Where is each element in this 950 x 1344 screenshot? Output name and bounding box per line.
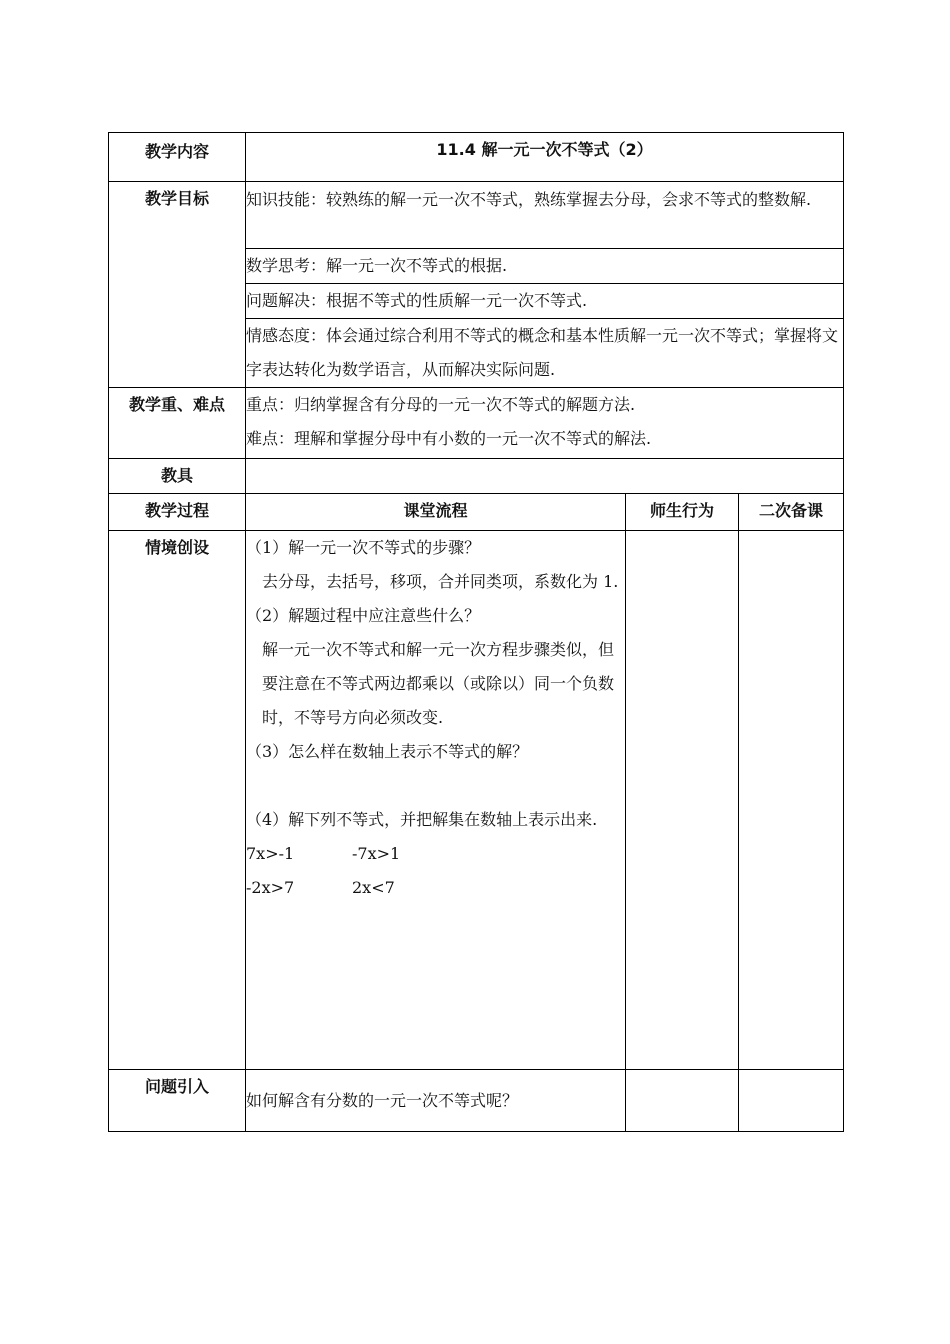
intro-second-prep-cell bbox=[739, 1070, 844, 1132]
objective-problem-solving: 问题解决：根据不等式的性质解一元一次不等式. bbox=[246, 284, 844, 319]
objective-thinking: 数学思考：解一元一次不等式的根据. bbox=[246, 249, 844, 284]
intro-teacher-student-cell bbox=[626, 1070, 739, 1132]
inequality-1: 7x>-1 bbox=[246, 844, 295, 863]
scenario-label: 情境创设 bbox=[109, 531, 246, 1070]
process-header-col3: 师生行为 bbox=[626, 494, 739, 531]
inequality-4: 2x<7 bbox=[352, 878, 395, 897]
tools-label: 教具 bbox=[109, 459, 246, 494]
content-label: 教学内容 bbox=[109, 133, 246, 182]
key-points-row bbox=[109, 388, 844, 459]
scenario-q1: （1）解一元一次不等式的步骤？ bbox=[246, 538, 481, 557]
tools-value bbox=[246, 459, 844, 494]
objectives-label: 教学目标 bbox=[109, 182, 246, 388]
process-header-col4: 二次备课 bbox=[739, 494, 844, 531]
intro-row bbox=[109, 1070, 844, 1132]
intro-label: 问题引入 bbox=[109, 1070, 246, 1132]
scenario-q2: （2）解题过程中应注意些什么？ bbox=[246, 606, 481, 625]
scenario-flow bbox=[246, 531, 626, 1070]
scenario-teacher-student-cell bbox=[626, 531, 739, 1070]
lesson-plan-table bbox=[108, 132, 844, 1132]
scenario-q4: （4）解下列不等式，并把解集在数轴上表示出来. bbox=[246, 810, 598, 829]
objective-knowledge-row bbox=[109, 182, 844, 249]
inequality-2: -7x>1 bbox=[352, 844, 401, 863]
key-point-difficulty: 难点：理解和掌握分母中有小数的一元一次不等式的解法. bbox=[246, 429, 652, 448]
inequality-3: -2x>7 bbox=[246, 878, 295, 897]
scenario-a1: 去分母，去括号，移项，合并同类项，系数化为 1. bbox=[262, 572, 619, 591]
scenario-row bbox=[109, 531, 844, 1070]
scenario-spacer bbox=[246, 769, 625, 803]
process-header-col1: 教学过程 bbox=[109, 494, 246, 531]
scenario-ineq-row-1 bbox=[246, 837, 625, 871]
process-header-col2: 课堂流程 bbox=[246, 494, 626, 531]
scenario-ineq-row-2 bbox=[246, 871, 625, 905]
intro-question: 如何解含有分数的一元一次不等式呢？ bbox=[246, 1070, 626, 1132]
objective-attitude: 情感态度：体会通过综合利用不等式的概念和基本性质解一元一次不等式；掌握将文字表达转化为数学语言，从而解决实际问题. bbox=[246, 319, 844, 388]
scenario-a2: 解一元一次不等式和解一元一次方程步骤类似，但要注意在不等式两边都乘以（或除以）同一个负数时，不等号方向必须改变. bbox=[262, 640, 615, 727]
content-row bbox=[109, 133, 844, 182]
key-point-focus: 重点：归纳掌握含有分母的一元一次不等式的解题方法. bbox=[246, 395, 636, 414]
tools-row bbox=[109, 459, 844, 494]
scenario-second-prep-cell bbox=[739, 531, 844, 1070]
objective-knowledge: 知识技能：较熟练的解一元一次不等式，熟练掌握去分母，会求不等式的整数解. bbox=[246, 182, 844, 249]
lesson-title: 11.4 解一元一次不等式（2） bbox=[246, 133, 844, 182]
key-points-label: 教学重、难点 bbox=[109, 388, 246, 459]
key-points-cell bbox=[246, 388, 844, 459]
process-header-row bbox=[109, 494, 844, 531]
scenario-q3: （3）怎么样在数轴上表示不等式的解？ bbox=[246, 742, 529, 761]
